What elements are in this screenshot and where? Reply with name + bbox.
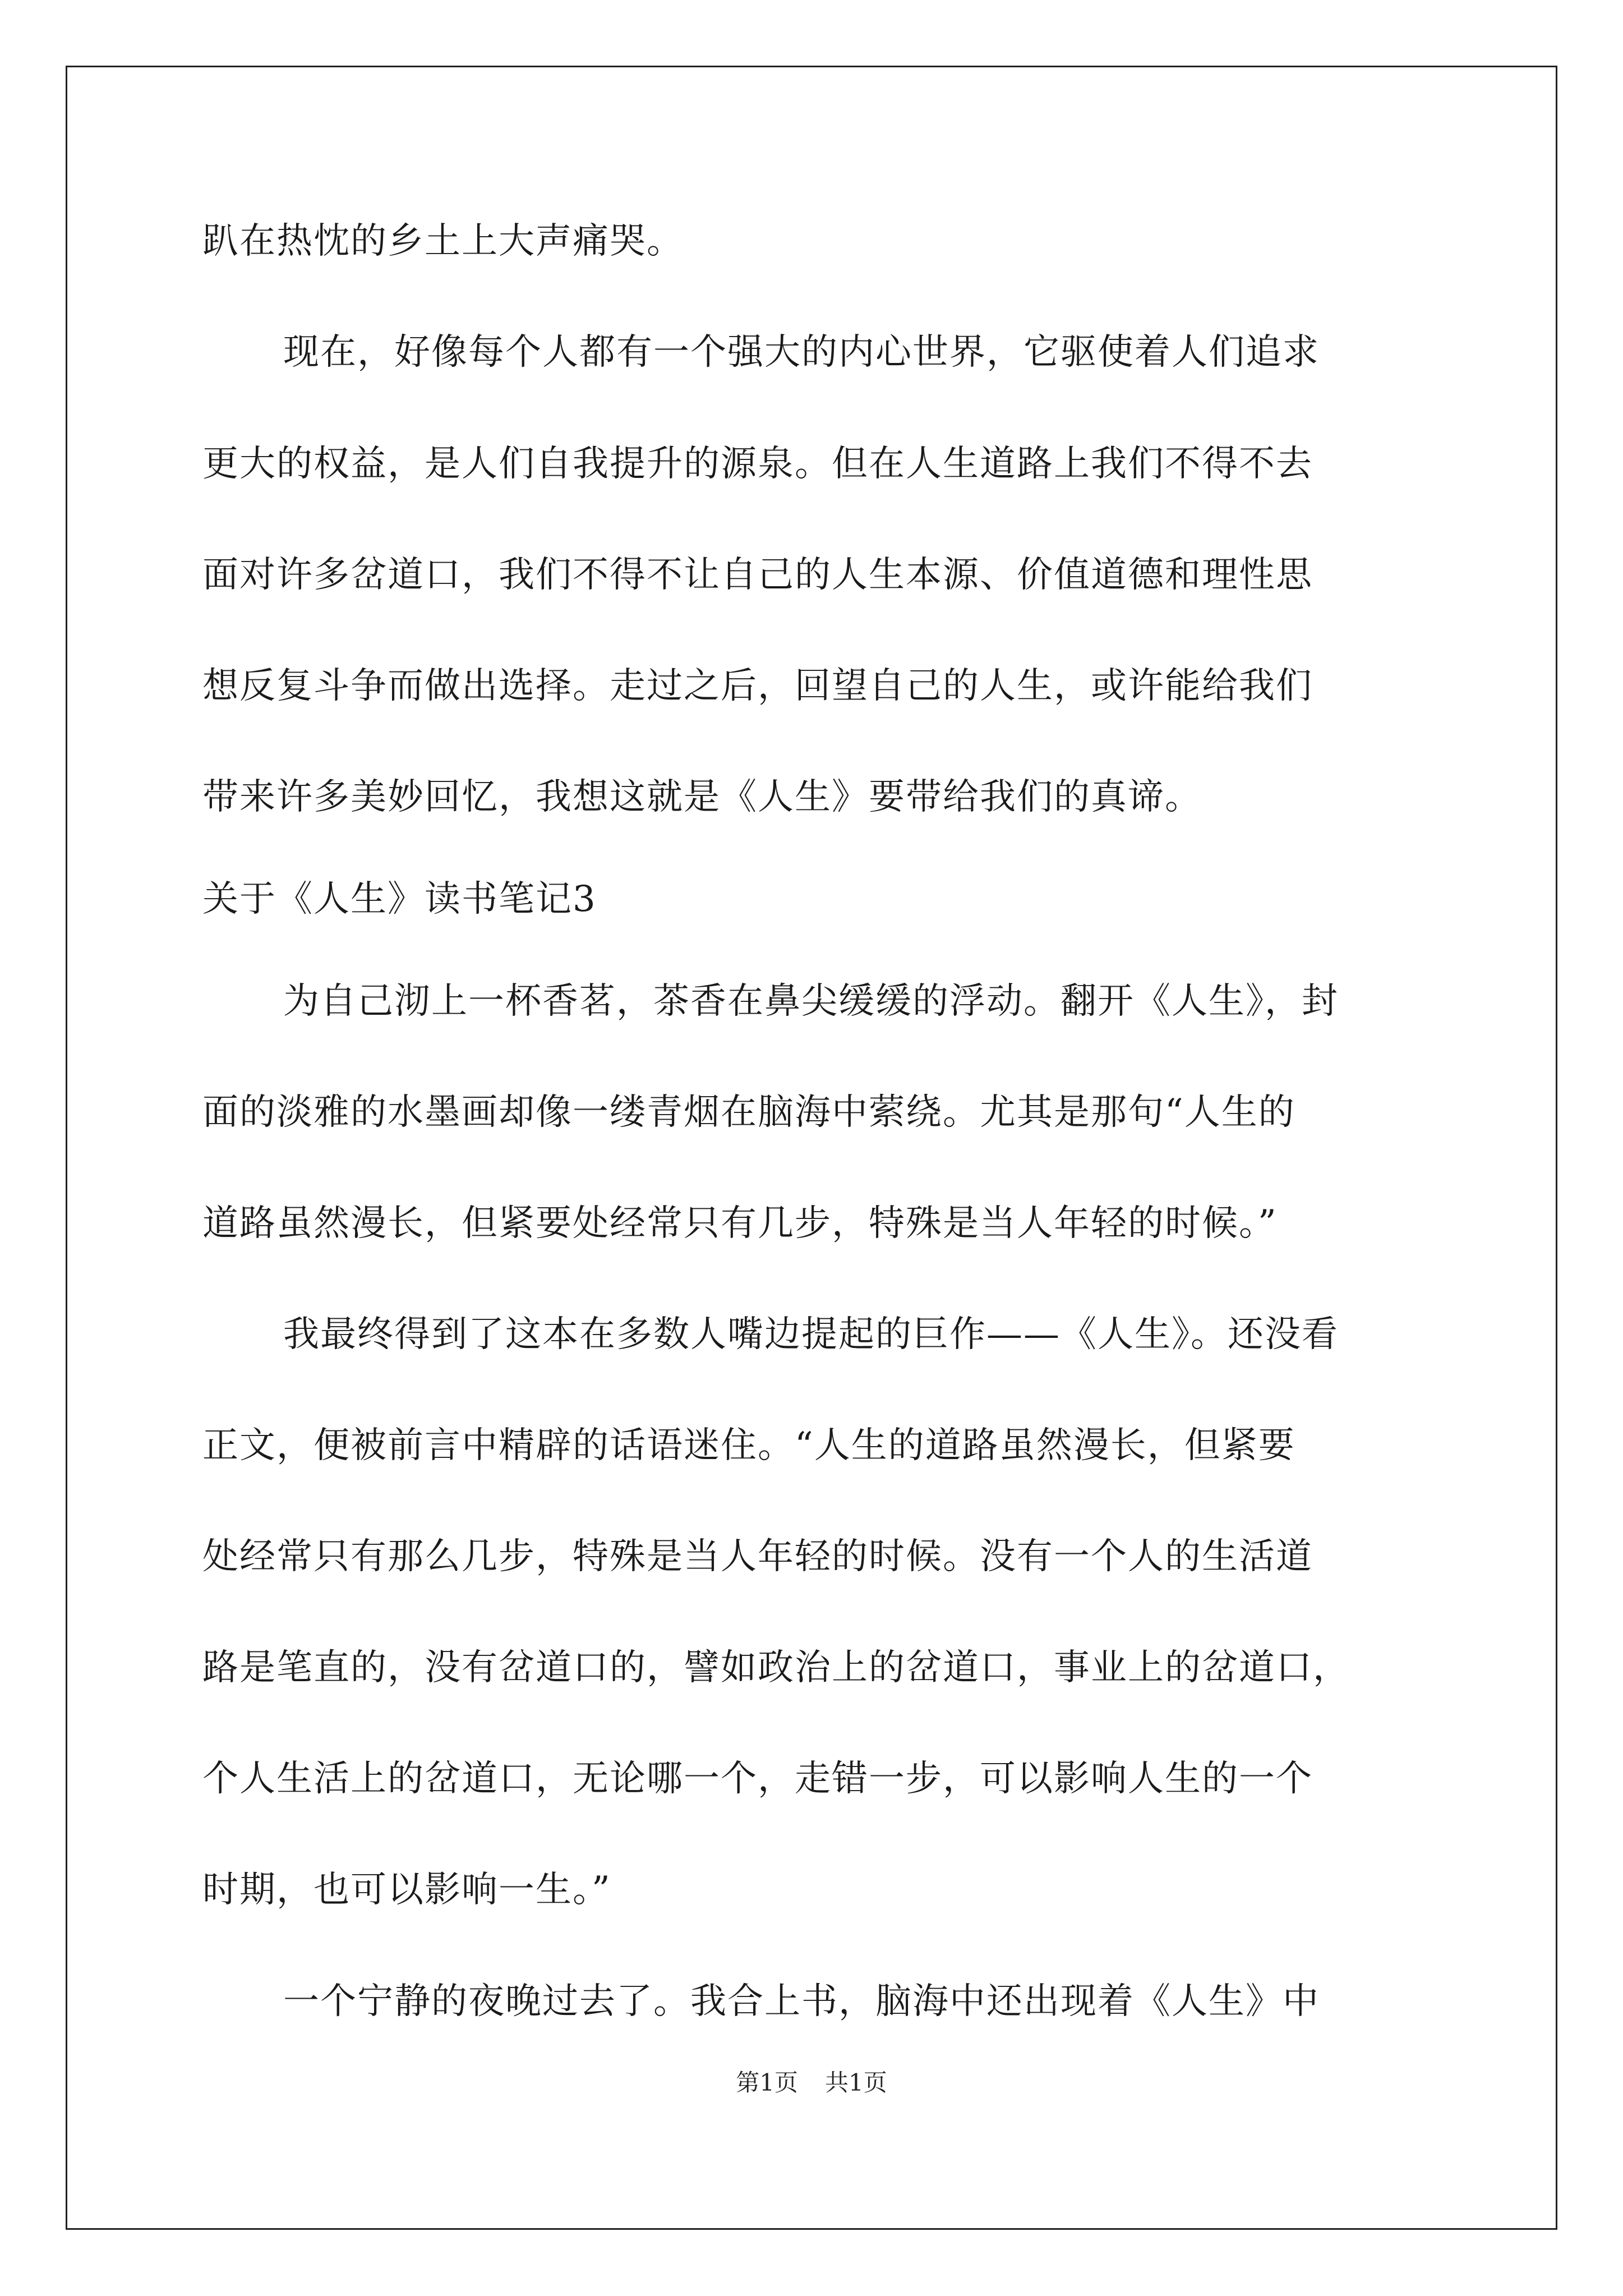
text-line-8: 为自己沏上一杯香茗，茶香在鼻尖缓缓的浮动。翻开《人生》，封 bbox=[283, 981, 1339, 1022]
text-line-3: 更大的权益，是人们自我提升的源泉。但在人生道路上我们不得不去 bbox=[202, 443, 1313, 485]
text-line-5: 想反复斗争而做出选择。走过之后，回望自己的人生，或许能给我们 bbox=[202, 665, 1313, 707]
text-line-4: 面对许多岔道口，我们不得不让自己的人生本源、价值道德和理性思 bbox=[202, 554, 1313, 596]
section-heading: 关于《人生》读书笔记3 bbox=[202, 878, 597, 920]
text-line-9: 面的淡雅的水墨画却像一缕青烟在脑海中萦绕。尤其是那句“人生的 bbox=[202, 1092, 1295, 1133]
text-line-16: 时期，也可以影响一生。” bbox=[202, 1869, 611, 1911]
page-number: 第1页 bbox=[736, 2069, 798, 2096]
text-line-1: 趴在热忱的乡土上大声痛哭。 bbox=[202, 220, 684, 262]
text-line-10: 道路虽然漫长，但紧要处经常只有几步，特殊是当人年轻的时候。” bbox=[202, 1203, 1278, 1244]
text-line-13: 处经常只有那么几步，特殊是当人年轻的时候。没有一个人的生活道 bbox=[202, 1536, 1313, 1577]
text-line-14: 路是笔直的，没有岔道口的，譬如政治上的岔道口，事业上的岔道口， bbox=[202, 1647, 1350, 1688]
page-total: 共1页 bbox=[825, 2069, 887, 2096]
page-footer bbox=[0, 2067, 1623, 2099]
text-line-2: 现在，好像每个人都有一个强大的内心世界，它驱使着人们追求 bbox=[283, 332, 1320, 373]
text-line-15: 个人生活上的岔道口，无论哪一个，走错一步，可以影响人生的一个 bbox=[202, 1758, 1313, 1800]
text-line-17: 一个宁静的夜晚过去了。我合上书，脑海中还出现着《人生》中 bbox=[283, 1981, 1320, 2022]
text-line-12: 正文，便被前言中精辟的话语迷住。“人生的道路虽然漫长，但紧要 bbox=[202, 1425, 1295, 1466]
text-line-6: 带来许多美妙回忆，我想这就是《人生》要带给我们的真谛。 bbox=[202, 776, 1202, 818]
text-line-11: 我最终得到了这本在多数人嘴边提起的巨作——《人生》。还没看 bbox=[283, 1314, 1339, 1355]
